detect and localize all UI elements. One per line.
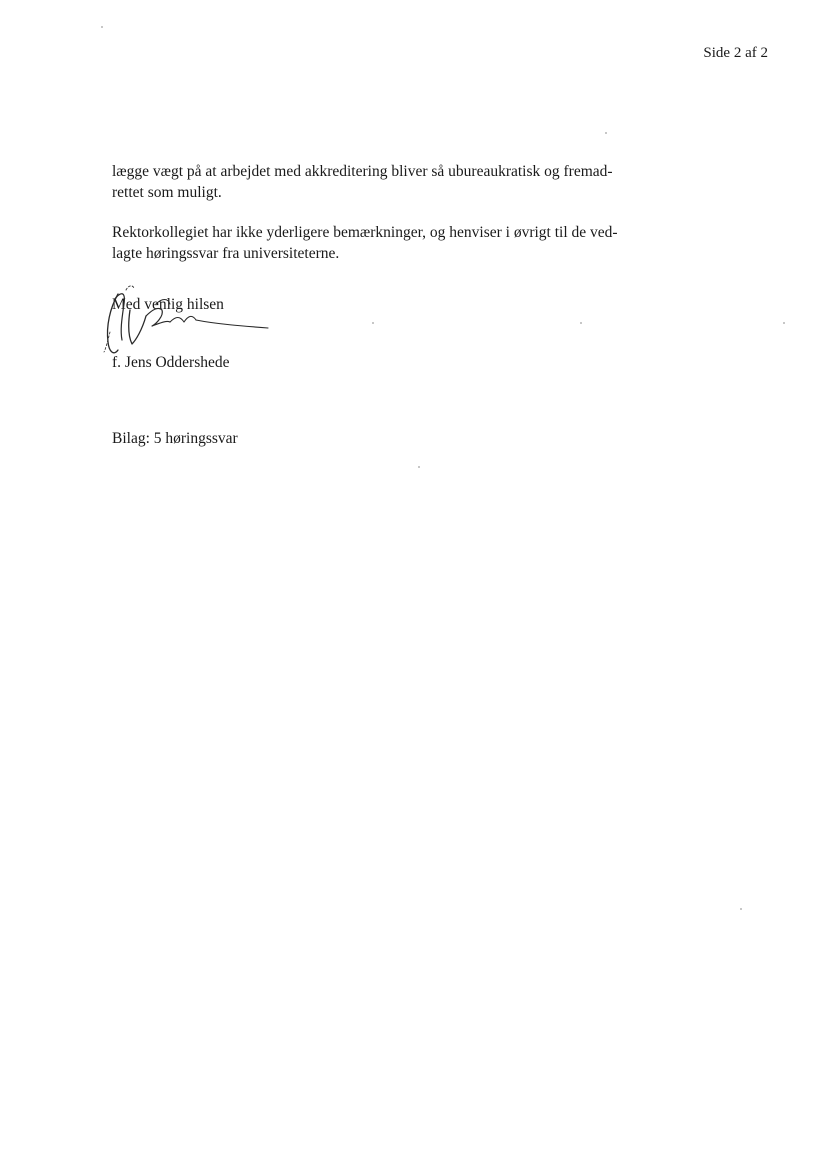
paragraph-2-line-1: Rektorkollegiet har ikke yderligere bemærkninger, og henviser i øvrigt til de ved-	[112, 224, 618, 241]
page-number: Side 2 af 2	[703, 45, 768, 61]
scan-speck	[101, 26, 103, 28]
paragraph-1-line-2: rettet som muligt.	[112, 184, 222, 201]
scan-speck	[418, 466, 420, 468]
enclosure-note: Bilag: 5 høringssvar	[112, 430, 238, 447]
scan-speck	[740, 908, 742, 910]
signer-name: f. Jens Oddershede	[112, 354, 230, 371]
scan-speck	[605, 132, 607, 134]
paragraph-1-line-1: lægge vægt på at arbejdet med akkreditering bliver så ubureaukratisk og fremad-	[112, 163, 613, 180]
scan-speck	[372, 322, 374, 324]
closing-salutation: Med venlig hilsen	[112, 296, 224, 313]
scan-speck	[783, 322, 785, 324]
scan-speck	[580, 322, 582, 324]
paragraph-2-line-2: lagte høringssvar fra universiteterne.	[112, 245, 340, 262]
